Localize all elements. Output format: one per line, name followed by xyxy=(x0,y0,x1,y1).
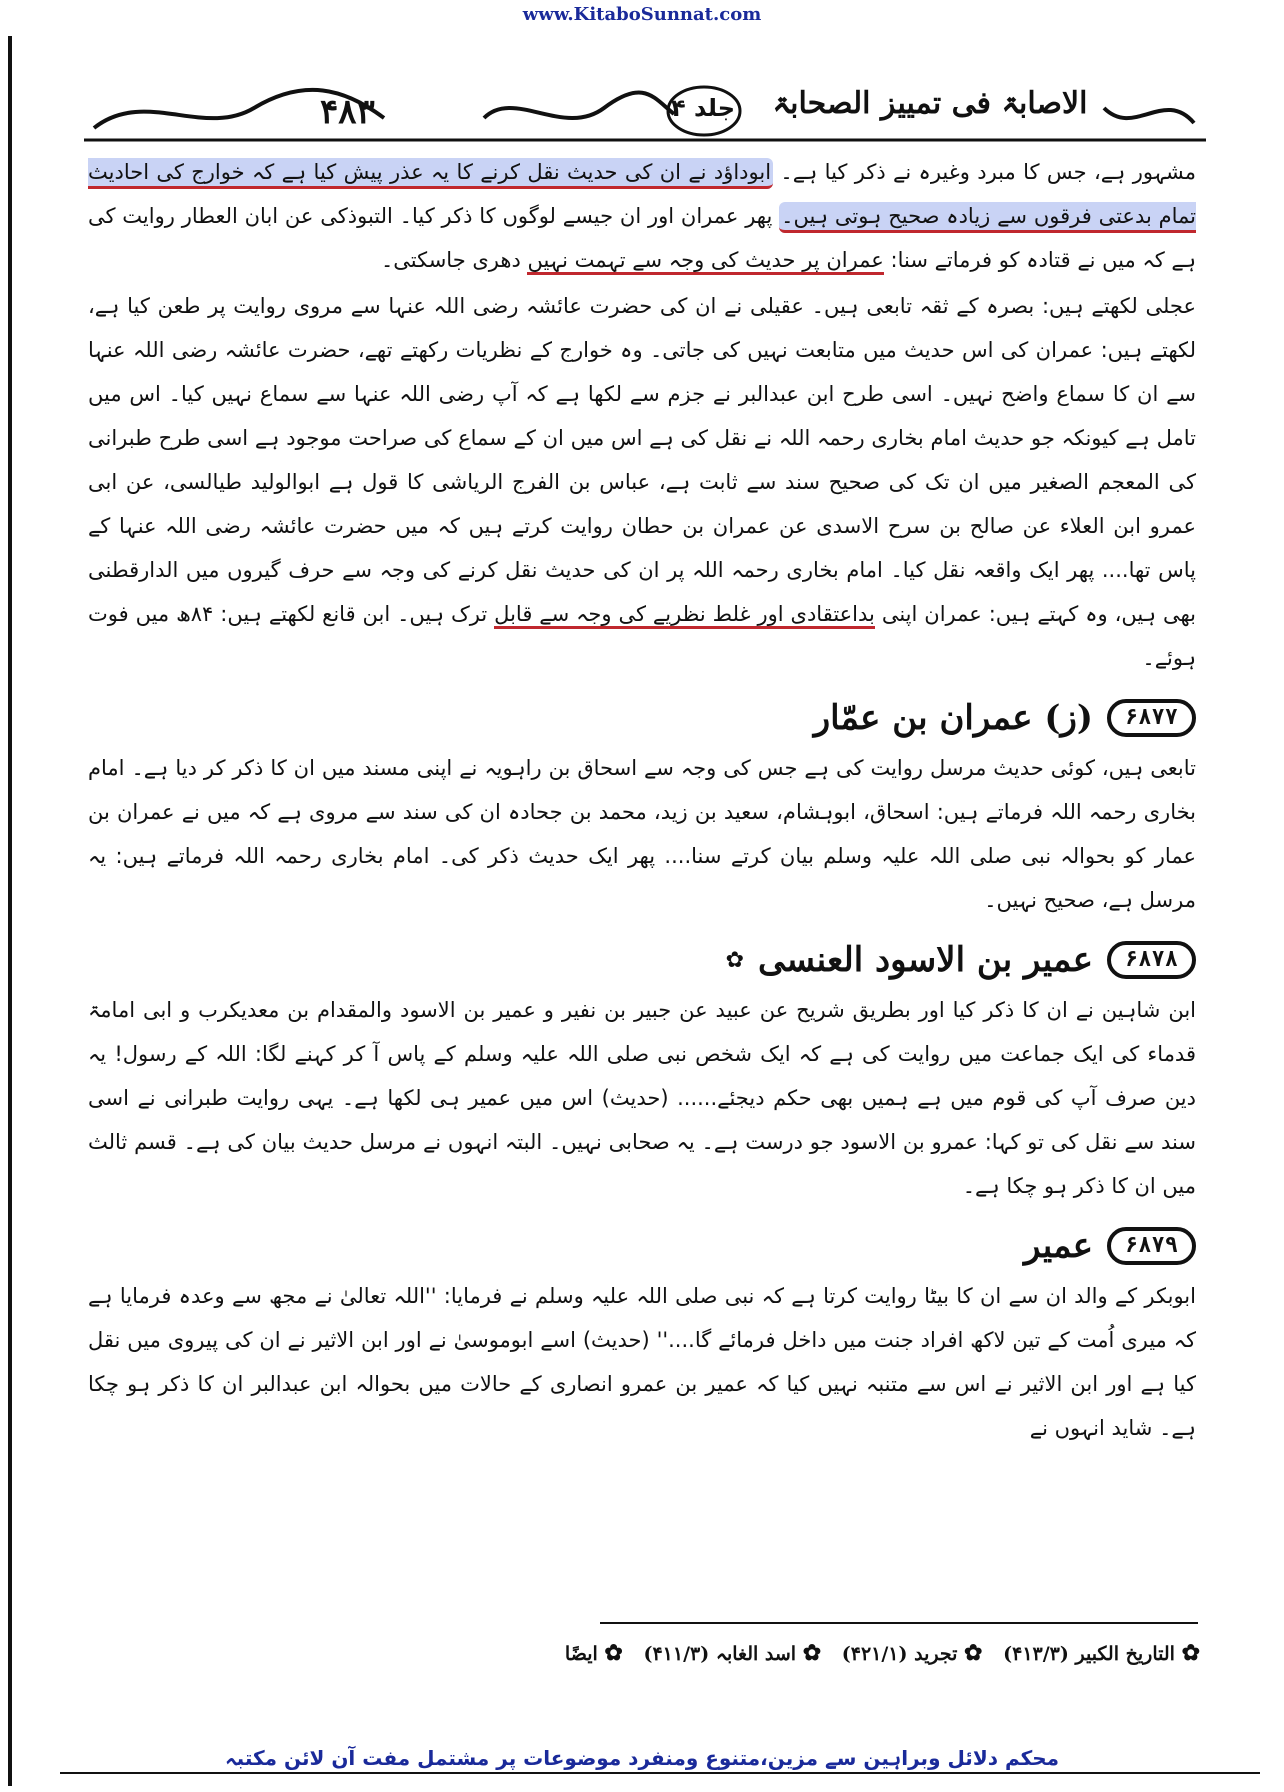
paragraph-2 xyxy=(88,284,1196,680)
text-span: پھر عمران اور ان جیسے لوگوں کا ذکر کیا۔ التبوذکی عن ابان العطار روایت کی ہے کہ میں نے قتادہ کو فرماتے سنا: xyxy=(88,204,1196,272)
highlighted-text: ابوداؤد نے ان کی حدیث نقل کرنے کا یہ عذر پیش کیا ہے کہ خوارج کی احادیث تمام بدعتی فرقوں سے زیادہ صحیح ہوتی ہیں۔ xyxy=(88,158,1196,233)
footnote-star-icon: ✿ xyxy=(802,1640,822,1666)
paragraph-1 xyxy=(88,150,1196,282)
underlined-text: عمران پر حدیث کی وجہ سے تہمت نہیں xyxy=(527,248,883,275)
paragraph-4: ابن شاہین نے ان کا ذکر کیا اور بطریق شریح عن عبید عن جبیر بن نفیر و عمیر بن الاسود والمقدام بن معدیکرب و ابی امامۃ قدماء کی ایک جماعت میں روایت کی ہے کہ ایک شخص نبی صلی اللہ علیہ وسلم کے پاس آ کر کہنے لگا: اللہ کے رسول! یہ دین صرف آپ کی قوم میں ہے ہمیں بھی حکم دیجئے...... (حدیث) اس میں عمیر ہی لکھا ہے۔ یہی روایت طبرانی نے اسی سند سے نقل کی تو کہا: عمرو بن الاسود جو درست ہے۔ یہ صحابی نہیں۔ البتہ انہوں نے مرسل حدیث بیان کی ہے۔ قسم ثالث میں ان کا ذکر ہو چکا ہے۔ xyxy=(88,998,1196,1198)
footnote-star-icon: ✿ xyxy=(1181,1640,1200,1666)
entry-name: (ز) عمران بن عمّار xyxy=(813,698,1094,738)
entry-heading-6878 xyxy=(88,940,1196,980)
library-banner[interactable]: محکم دلائل وبراہین سے مزین،متنوع ومنفرد موضوعات پر مشتمل مفت آن لائن مکتبہ xyxy=(224,1746,1060,1770)
text-span: مشہور ہے، جس کا مبرد وغیرہ نے ذکر کیا ہے۔ xyxy=(780,160,1196,184)
footnote: التاریخ الکبیر (۴۱۳/۳) xyxy=(1003,1643,1175,1665)
text-span: دھری جاسکتی۔ xyxy=(380,248,521,272)
entry-heading-6879 xyxy=(88,1226,1196,1266)
underlined-text: بداعتقادی اور غلط نظریے کی وجہ سے قابل xyxy=(494,602,875,629)
footnotes xyxy=(300,1640,1200,1666)
volume-label: جلد ۴ xyxy=(671,94,735,122)
page-edge-line xyxy=(8,36,12,1786)
footnote: ایضًا xyxy=(564,1643,598,1665)
footnote: اسد الغابہ (۴۱۱/۳) xyxy=(643,1643,797,1665)
text-span: ترک ہیں۔ ابن قانع لکھتے ہیں: ۸۴ھ میں فوت ہوئے۔ xyxy=(88,602,1196,670)
paragraph-3: تابعی ہیں، کوئی حدیث مرسل روایت کی ہے جس کی وجہ سے اسحاق بن راہویہ نے اپنی مسند میں ان کا ذکر کر دیا ہے۔ امام بخاری رحمہ اللہ فرماتے ہیں: اسحاق، ابوہشام، سعید بن زید، محمد بن جحادہ ان کی سند سے مروی ہے کہ میں نے عمران بن عمار کو بحوالہ نبی صلی اللہ علیہ وسلم بیان کرتے سنا.... پھر ایک حدیث ذکر کی۔ امام بخاری رحمہ اللہ فرماتے ہیں: یہ مرسل ہے، صحیح نہیں۔ xyxy=(88,756,1196,912)
footnote-star-icon: ✿ xyxy=(964,1640,983,1666)
site-url[interactable]: www.KitaboSunnat.com xyxy=(522,4,762,25)
book-title: الاصابۃ فی تمییز الصحابۃ xyxy=(772,86,1088,121)
entry-name: عمیر بن الاسود العنسی xyxy=(758,940,1094,980)
text-span: عجلی لکھتے ہیں: بصرہ کے ثقہ تابعی ہیں۔ عقیلی نے ان کی حضرت عائشہ رضی اللہ عنہا سے مروی روایت پر طعن کیا ہے، لکھتے ہیں: عمران کی اس حدیث میں متابعت نہیں کی جاتی۔ وہ خوارج کے نظریات رکھتے تھے، حضرت عائشہ رضی اللہ عنہا سے ان کا سماع واضح نہیں۔ اسی طرح ابن عبدالبر نے جزم سے لکھا ہے کہ آپ رضی اللہ عنہا سے سماع نہیں کیا۔ اس میں تامل ہے کیونکہ جو حدیث امام بخاری رحمہ اللہ نے نقل کی ہے اس میں ان کے سماع کی صراحت موجود ہے اسی طرح طبرانی کی المعجم الصغیر میں ان تک کی صحیح سند سے ثابت ہے، عباس بن الفرج الریاشی کا قول ہے ابوالولید طیالسی، عن ابی عمرو ابن العلاء عن صالح بن سرح الاسدی عن عمران بن حطان روایت کرتے ہیں کہ میں حضرت عائشہ رضی اللہ عنہا کے پاس تھا.... پھر ایک واقعہ نقل کیا۔ امام بخاری رحمہ اللہ پر ان کی حدیث نقل کرنے کی وجہ سے حرف گیروں میں الدارقطنی بھی ہیں، وہ کہتے ہیں: عمران اپنی xyxy=(88,294,1196,626)
entry-heading-6877 xyxy=(88,698,1196,738)
entry-number: ۶۸۷۷ xyxy=(1107,699,1196,737)
entry-number: ۶۸۷۸ xyxy=(1107,941,1196,979)
footnote-star-icon: ✿ xyxy=(604,1640,623,1666)
main-text xyxy=(88,150,1196,1450)
page-number: ۴۸۳ xyxy=(320,92,375,132)
paragraph-5: ابوبکر کے والد ان سے ان کا بیٹا روایت کرتا ہے کہ نبی صلی اللہ علیہ وسلم نے فرمایا: ''اللہ تعالیٰ نے مجھ سے وعدہ فرمایا ہے کہ میری اُمت کے تین لاکھ افراد جنت میں داخل فرمائے گا....'' (حدیث) اسے ابوموسیٰ نے اور ابن الاثیر نے ان کی پیروی میں نقل کیا ہے اور ابن الاثیر نے اس سے متنبہ نہیں کیا کہ عمیر بن عمرو انصاری کے حالات میں بحوالہ ابن عبدالبر ان کا ذکر ہو چکا ہے۔ شاید انہوں نے xyxy=(88,1284,1196,1440)
entry-name: عمیر xyxy=(1024,1226,1094,1266)
bottom-divider xyxy=(60,1772,1260,1774)
footnote: تجرید (۴۲۱/۱) xyxy=(841,1643,958,1665)
footnote-star-icon: ✿ xyxy=(725,947,745,973)
entry-number: ۶۸۷۹ xyxy=(1107,1227,1196,1265)
footnote-divider xyxy=(600,1622,1198,1624)
